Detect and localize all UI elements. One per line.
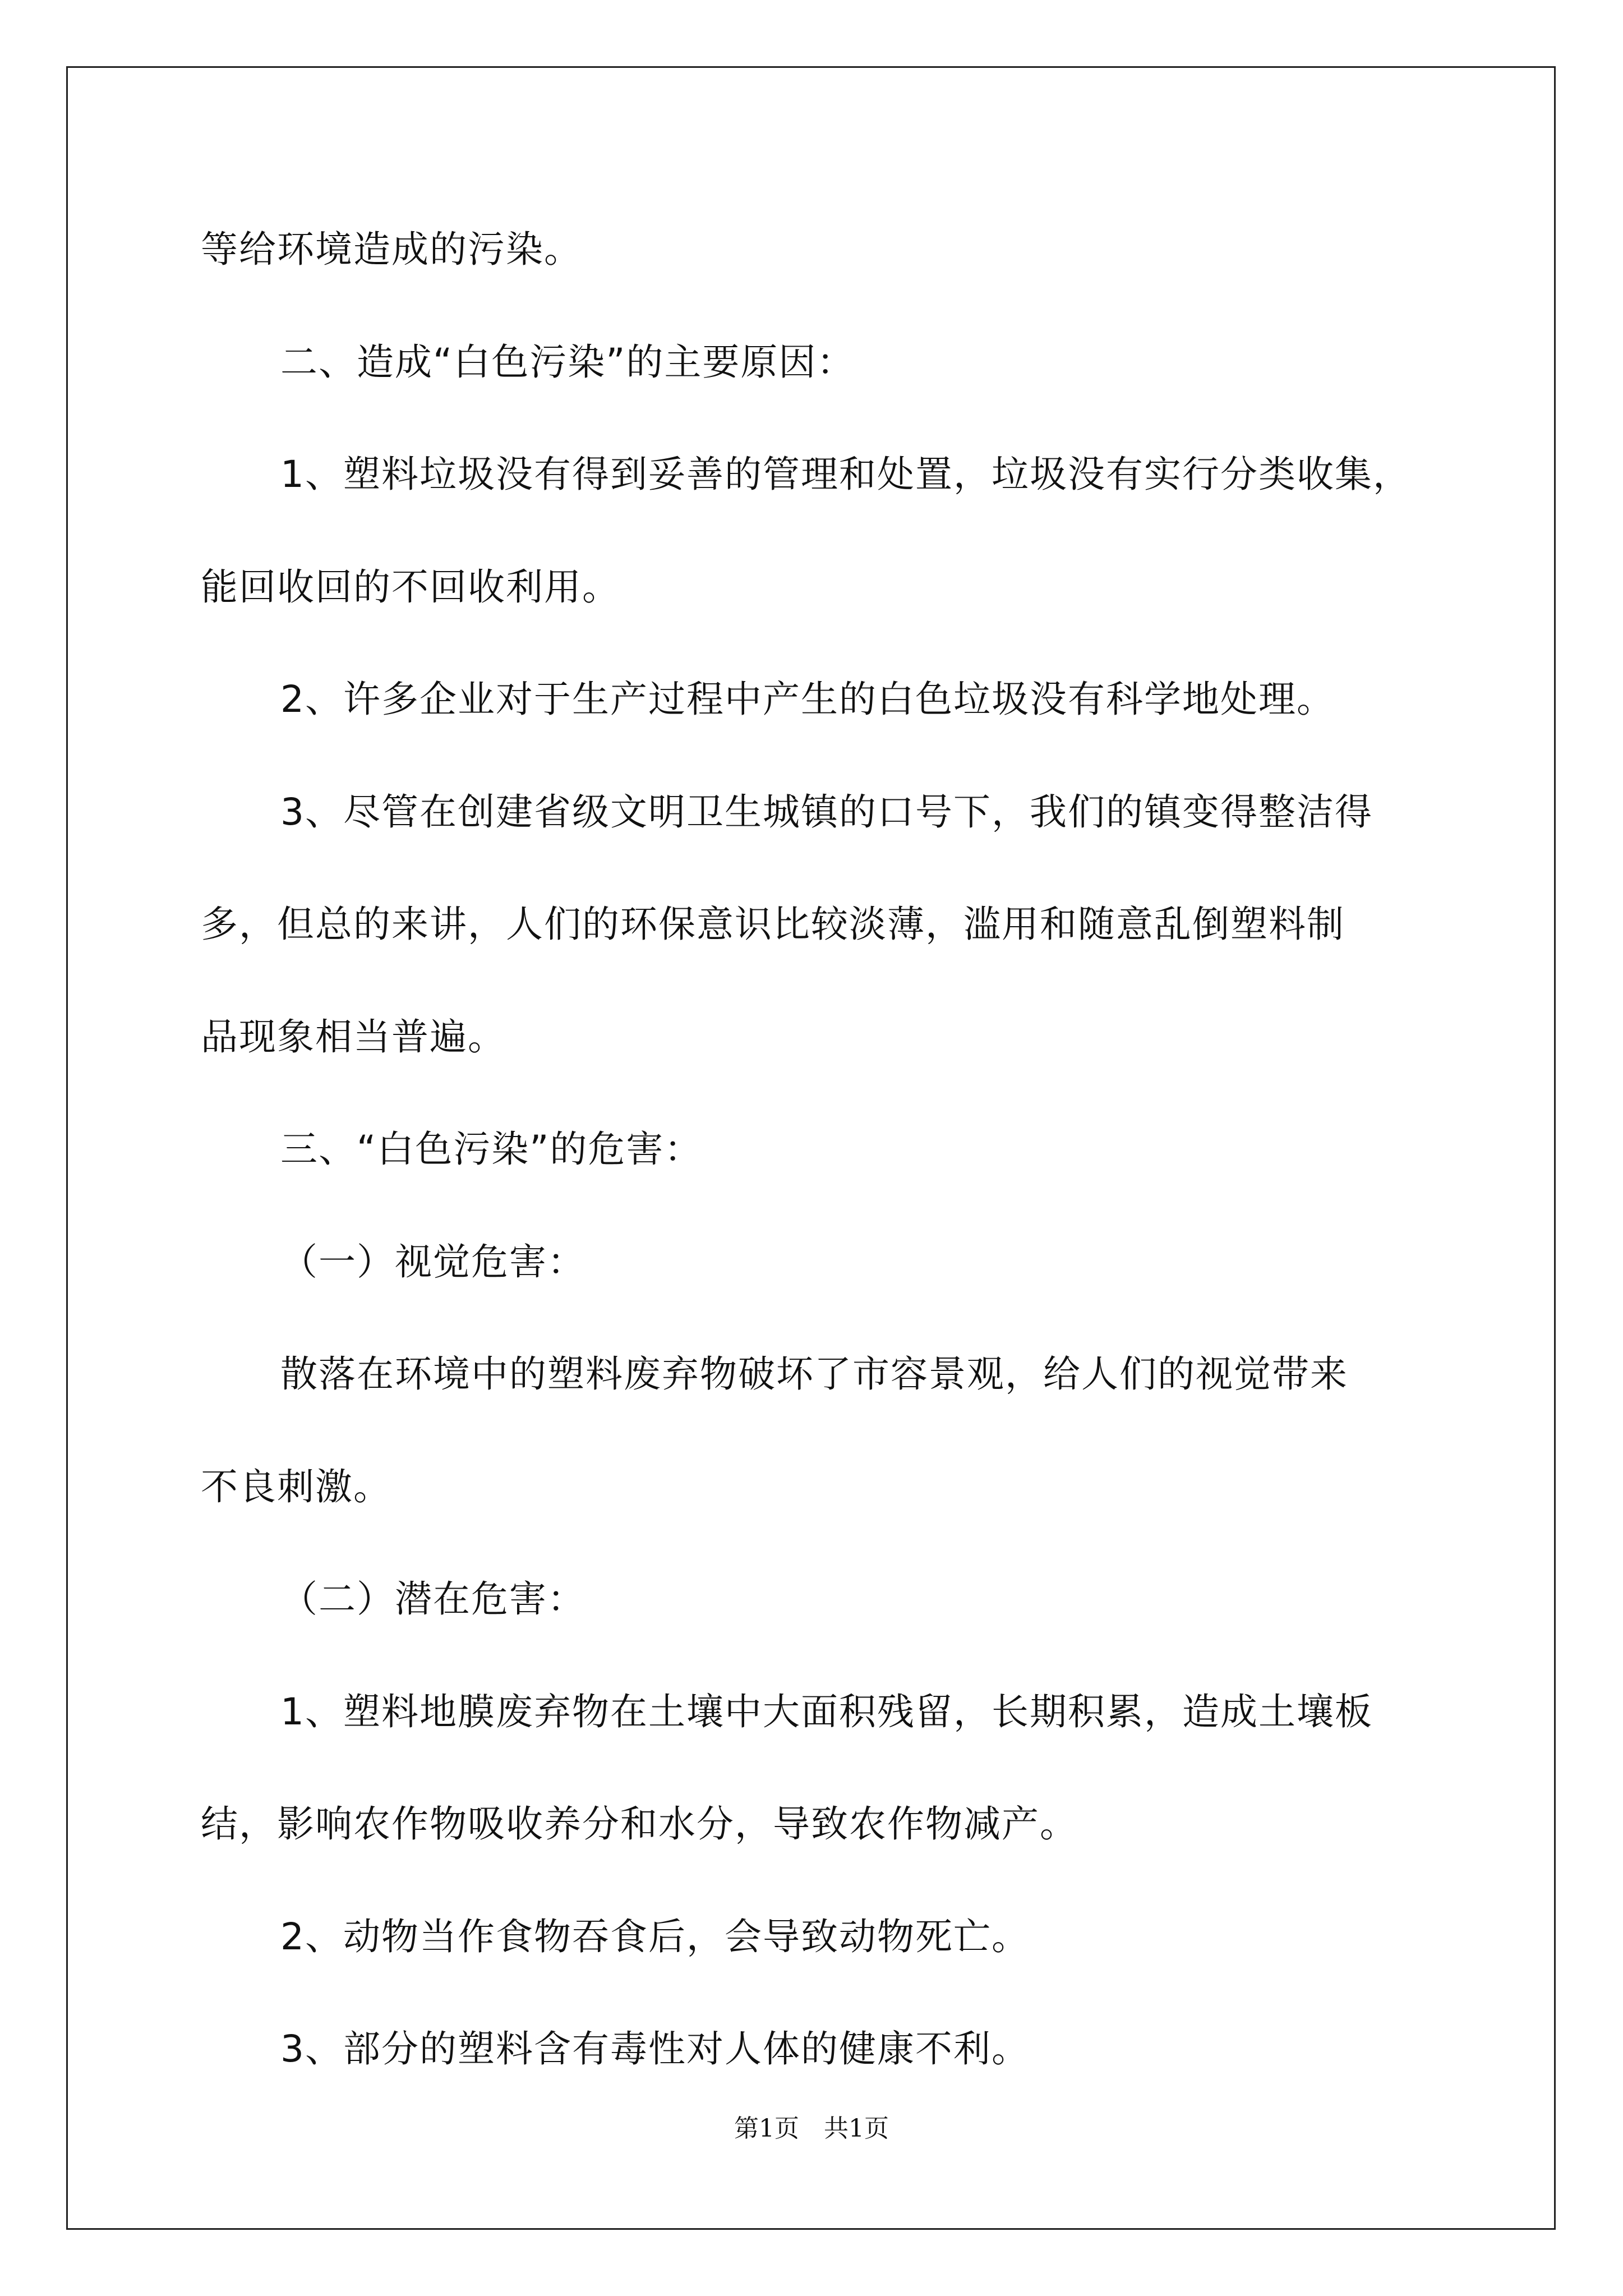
- text-line: 2、许多企业对于生产过程中产生的白色垃圾没有科学地处理。: [280, 678, 1335, 721]
- section-heading: 三、“白色污染”的危害：: [280, 1128, 703, 1171]
- text-line: 能回收回的不回收利用。: [201, 565, 620, 609]
- subsection-heading: （二）潜在危害：: [280, 1577, 585, 1621]
- text-line: 等给环境造成的污染。: [201, 228, 582, 271]
- text-line: 1、塑料地膜废弃物在土壤中大面积残留，长期积累，造成土壤板: [280, 1690, 1373, 1733]
- text-line: 3、部分的塑料含有毒性对人体的健康不利。: [280, 2027, 1030, 2070]
- text-line: 结，影响农作物吸收养分和水分，导致农作物减产。: [201, 1802, 1078, 1846]
- text-line: 1、塑料垃圾没有得到妥善的管理和处置，垃圾没有实行分类收集，: [280, 453, 1411, 496]
- text-line: 多，但总的来讲，人们的环保意识比较淡薄，滥用和随意乱倒塑料制: [201, 903, 1345, 946]
- text-line: 不良刺激。: [201, 1465, 391, 1508]
- subsection-heading: （一）视觉危害：: [280, 1240, 585, 1283]
- text-line: 品现象相当普遍。: [201, 1015, 506, 1059]
- page-footer: 第1页 共1页: [734, 2114, 889, 2143]
- text-line: 2、动物当作食物吞食后，会导致动物死亡。: [280, 1915, 1030, 1958]
- text-line: 散落在环境中的塑料废弃物破坏了市容景观，给人们的视觉带来: [280, 1352, 1348, 1396]
- section-heading: 二、造成“白色污染”的主要原因：: [280, 341, 855, 384]
- text-line: 3、尽管在创建省级文明卫生城镇的口号下，我们的镇变得整洁得: [280, 790, 1373, 834]
